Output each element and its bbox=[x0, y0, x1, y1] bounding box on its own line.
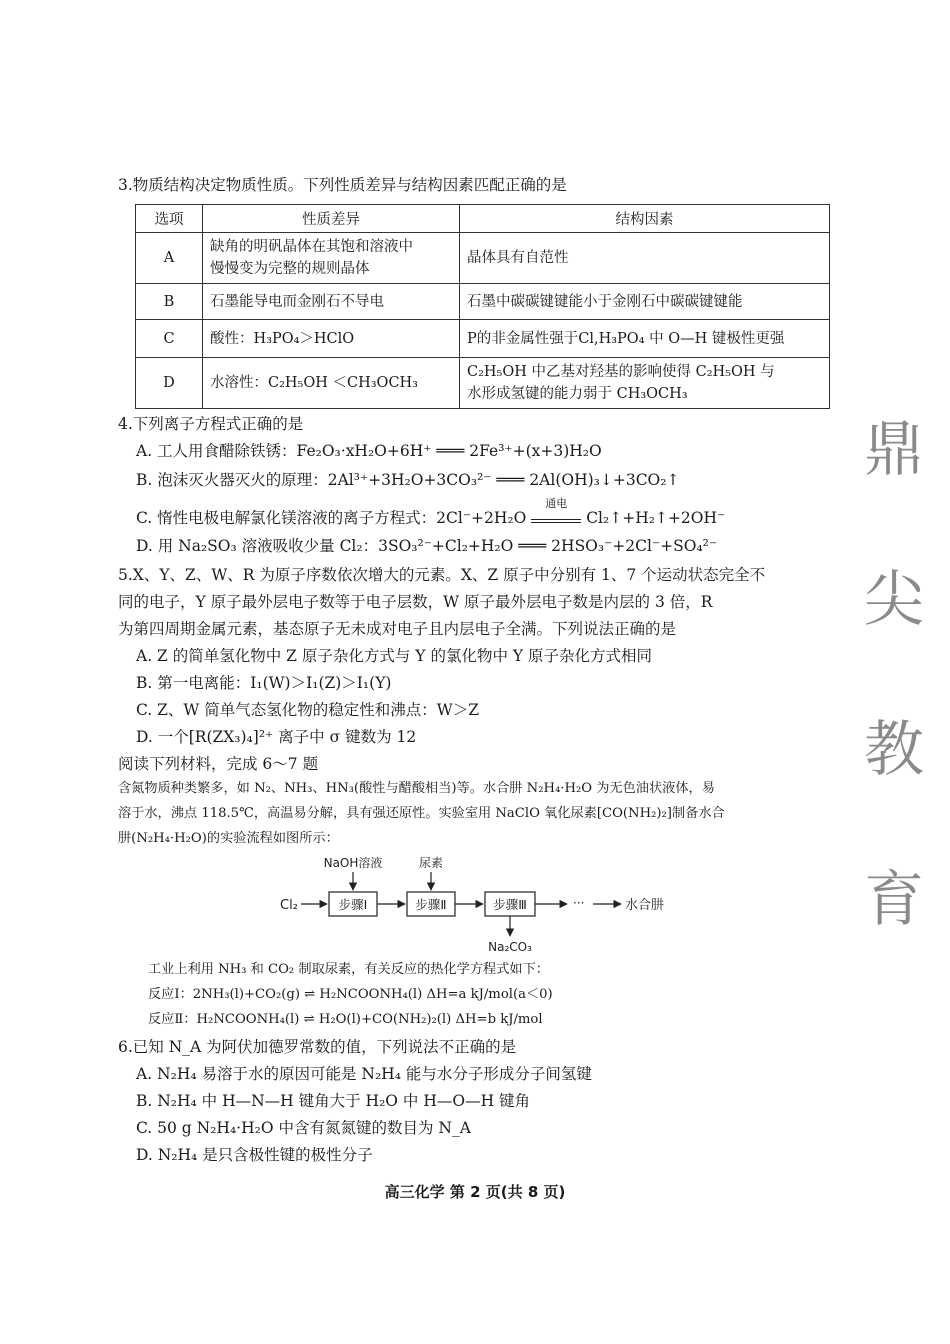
q4-option-b: B. 泡沫灭火器灭火的原理：2Al³⁺+3H₂O+3CO₃²⁻ ═══ 2Al(OH)₃↓+3CO₂↑ bbox=[136, 471, 680, 489]
q6-option-c: C. 50 g N₂H₄·H₂O 中含有氮氮键的数目为 N_A bbox=[136, 1119, 471, 1137]
q4-c-right: Cl₂↑+H₂↑+2OH⁻ bbox=[586, 509, 726, 527]
flow-diagram bbox=[275, 852, 695, 962]
q5-stem-3: 为第四周期金属元素，基态原子无未成对电子且内层电子全满。下列说法正确的是 bbox=[118, 620, 677, 638]
passage-line: 工业上利用 NH₃ 和 CO₂ 制取尿素，有关反应的热化学方程式如下： bbox=[148, 962, 549, 977]
condition-label: 通电 bbox=[545, 497, 568, 510]
cell-line: 水溶性：C₂H₅OH ＜CH₃OCH₃ bbox=[210, 375, 418, 391]
q6-option-a: A. N₂H₄ 易溶于水的原因可能是 N₂H₄ 能与水分子形成分子间氢键 bbox=[136, 1065, 592, 1083]
cell-line: P的非金属性强于Cl,H₃PO₄ 中 O—H 键极性更强 bbox=[467, 330, 785, 347]
row-cause bbox=[460, 233, 830, 284]
header-property: 性质差异 bbox=[203, 205, 460, 233]
row-option: A bbox=[136, 233, 203, 284]
q4-option-a: A. 工人用食醋除铁锈：Fe₂O₃·xH₂O+6H⁺ ═══ 2Fe³⁺+(x+3)H₂O bbox=[136, 442, 602, 460]
q4-option-d: D. 用 Na₂SO₃ 溶液吸收少量 Cl₂：3SO₃²⁻+Cl₂+H₂O ═══ 2HSO₃⁻+2Cl⁻+SO₄²⁻ bbox=[136, 537, 718, 555]
row-option: C bbox=[136, 320, 203, 358]
cell-line: 水形成氢键的能力弱于 CH₃OCH₃ bbox=[467, 386, 688, 402]
step3-label: 步骤Ⅲ bbox=[493, 897, 527, 912]
step1-label: 步骤Ⅰ bbox=[338, 897, 368, 912]
row-option: D bbox=[136, 358, 203, 409]
q6-option-d: D. N₂H₄ 是只含极性键的极性分子 bbox=[136, 1146, 373, 1164]
table-row bbox=[136, 358, 830, 409]
q5-stem-2: 同的电子，Y 原子最外层电子数等于电子层数，W 原子最外层电子数是内层的 3 倍，R bbox=[118, 593, 713, 611]
output-na2co3: Na₂CO₃ bbox=[488, 940, 532, 954]
q5-option-a: A. Z 的简单氢化物中 Z 原子杂化方式与 Y 的氯化物中 Y 原子杂化方式相同 bbox=[136, 647, 653, 665]
q5-stem-1: 5.X、Y、Z、W、R 为原子序数依次增大的元素。X、Z 原子中分别有 1、7 个运动状态完全不 bbox=[118, 566, 766, 584]
equals-arrow bbox=[531, 519, 581, 523]
row-property bbox=[203, 358, 460, 409]
cell-line: 酸性：H₃PO₄＞HClO bbox=[210, 330, 355, 347]
q5-option-d: D. 一个[R(ZX₃)₄]²⁺ 离子中 σ 键数为 12 bbox=[136, 728, 417, 746]
q3-table bbox=[135, 204, 830, 409]
q5-option-c: C. Z、W 简单气态氢化物的稳定性和沸点：W＞Z bbox=[136, 701, 479, 719]
passage-line: 含氮物质种类繁多，如 N₂、NH₃、HN₃(酸性与醋酸相当)等。水合肼 N₂H₄·H₂O 为无色油状液体，易 bbox=[118, 781, 715, 796]
page-footer: 高三化学 第 2 页(共 8 页) bbox=[384, 1183, 566, 1201]
q6-option-b: B. N₂H₄ 中 H—N—H 键角大于 H₂O 中 H—O—H 键角 bbox=[136, 1092, 531, 1110]
table-header-row bbox=[136, 205, 830, 233]
q5-option-b: B. 第一电离能：I₁(W)＞I₁(Z)＞I₁(Y) bbox=[136, 674, 392, 692]
row-property bbox=[203, 233, 460, 284]
q4-c-left: C. 惰性电极电解氯化镁溶液的离子方程式：2Cl⁻+2H₂O bbox=[136, 509, 527, 527]
header-option: 选项 bbox=[136, 205, 203, 233]
table-row bbox=[136, 320, 830, 358]
row-cause bbox=[460, 320, 830, 358]
electrolysis-arrow bbox=[531, 497, 581, 523]
step2-label: 步骤Ⅱ bbox=[415, 897, 447, 912]
flow-end: 水合肼 bbox=[625, 898, 665, 913]
reaction-1: 反应Ⅰ：2NH₃(l)+CO₂(g) ⇌ H₂NCOONH₄(l) ΔH=a kJ/mol(a＜0) bbox=[148, 987, 553, 1002]
flow-start: Cl₂ bbox=[280, 898, 298, 913]
row-cause bbox=[460, 358, 830, 409]
cell-line: 石墨能导电而金刚石不导电 bbox=[210, 293, 384, 310]
q3-stem: 3.物质结构决定物质性质。下列性质差异与结构因素匹配正确的是 bbox=[118, 176, 567, 194]
passage-line: 肼(N₂H₄·H₂O)的实验流程如图所示： bbox=[118, 831, 339, 846]
watermark-char: 鼎 bbox=[864, 415, 924, 485]
watermark-char: 教 bbox=[864, 715, 924, 785]
input-naoh: NaOH溶液 bbox=[323, 856, 383, 870]
row-cause bbox=[460, 284, 830, 320]
flow-dots: ··· bbox=[573, 896, 585, 910]
watermark-char: 育 bbox=[864, 865, 924, 935]
watermark-char: 尖 bbox=[864, 565, 924, 635]
input-urea: 尿素 bbox=[418, 856, 444, 870]
q6-stem: 6.已知 N_A 为阿伏加德罗常数的值，下列说法不正确的是 bbox=[118, 1038, 517, 1056]
row-option: B bbox=[136, 284, 203, 320]
cell-line: 石墨中碳碳键键能小于金刚石中碳碳键键能 bbox=[467, 293, 743, 310]
header-cause: 结构因素 bbox=[460, 205, 830, 233]
row-property bbox=[203, 320, 460, 358]
q4-option-c bbox=[136, 497, 726, 529]
cell-line: 慢慢变为完整的规则晶体 bbox=[210, 261, 370, 277]
row-property bbox=[203, 284, 460, 320]
reaction-2: 反应Ⅱ：H₂NCOONH₄(l) ⇌ H₂O(l)+CO(NH₂)₂(l) ΔH=b kJ/mol bbox=[148, 1012, 543, 1027]
q4-stem: 4.下列离子方程式正确的是 bbox=[118, 415, 304, 433]
table-row bbox=[136, 233, 830, 284]
reading-intro: 阅读下列材料，完成 6～7 题 bbox=[118, 755, 319, 773]
cell-line: 晶体具有自范性 bbox=[467, 250, 569, 266]
cell-line: 缺角的明矾晶体在其饱和溶液中 bbox=[210, 239, 413, 255]
table-row bbox=[136, 284, 830, 320]
cell-line: C₂H₅OH 中乙基对羟基的影响使得 C₂H₅OH 与 bbox=[467, 364, 775, 380]
passage-line: 溶于水，沸点 118.5℃，高温易分解，具有强还原性。实验室用 NaClO 氧化尿素[CO(NH₂)₂]制备水合 bbox=[118, 806, 725, 821]
